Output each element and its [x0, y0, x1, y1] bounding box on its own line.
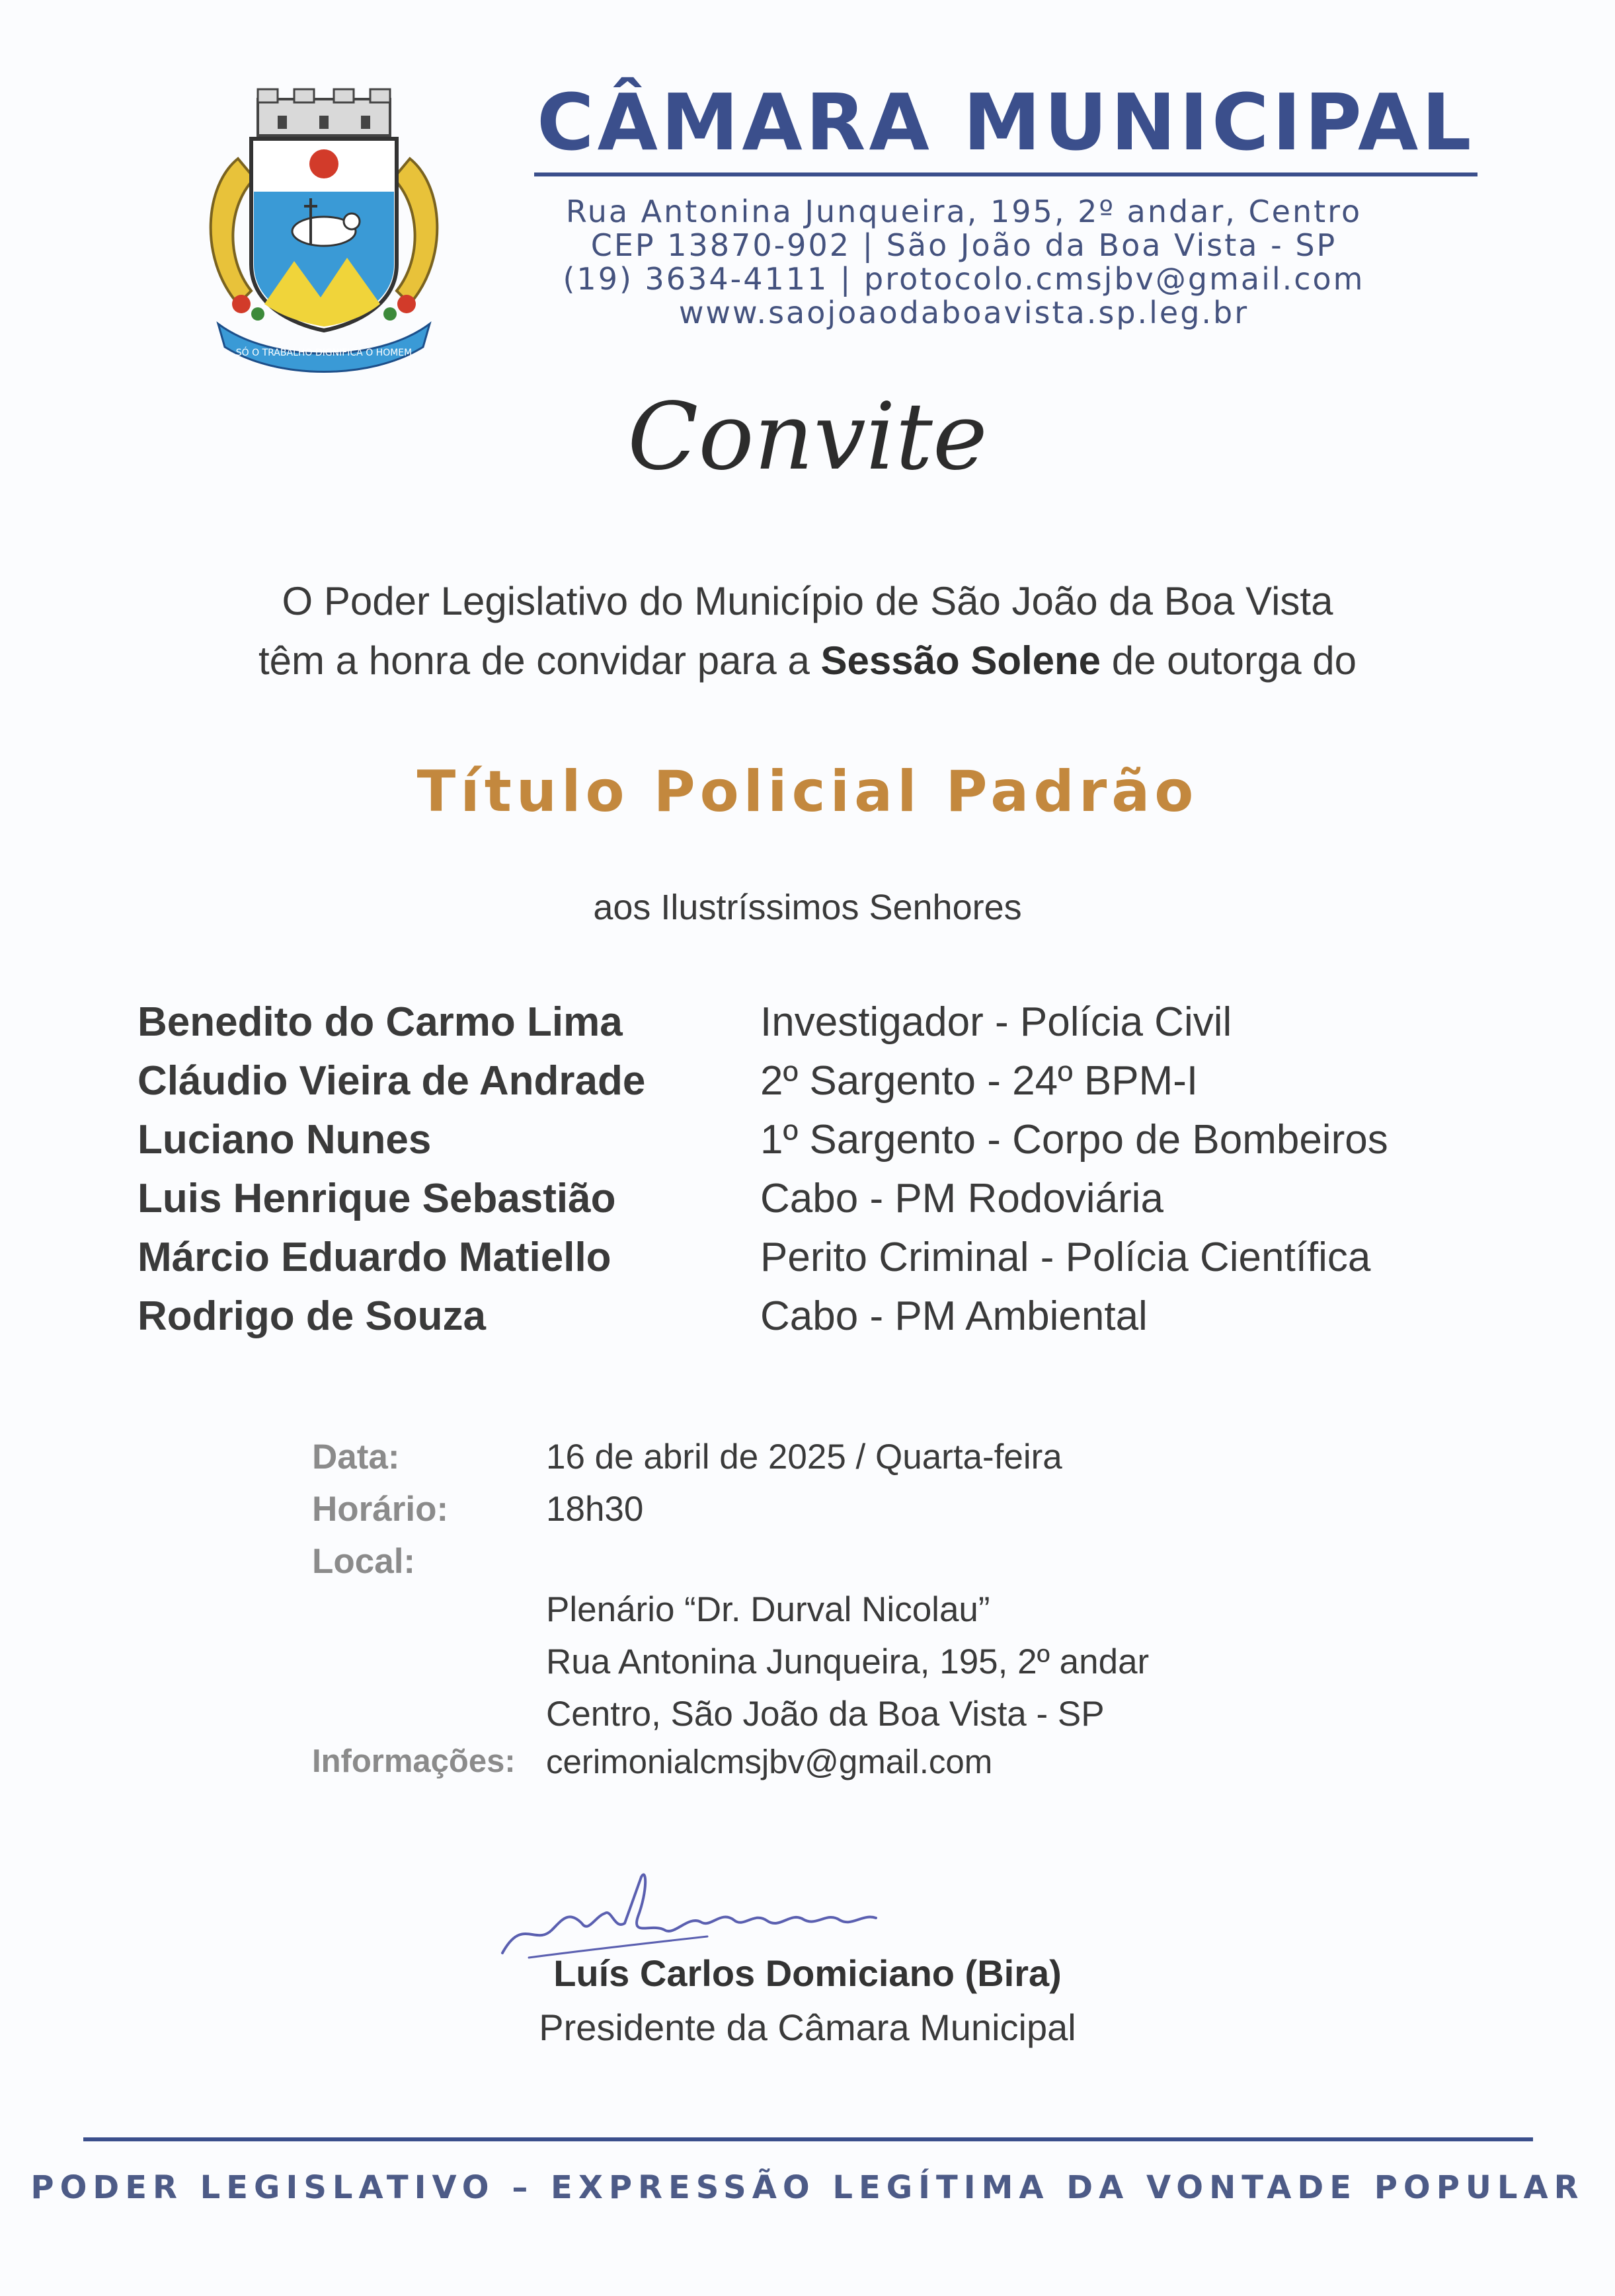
place-row — [312, 1535, 1062, 1588]
honoree-row — [138, 1287, 1526, 1346]
info-row — [312, 1735, 992, 1788]
date-row — [312, 1431, 1062, 1483]
address-line-phone-email: (19) 3634-4111 | protocolo.cmsjbv@gmail.com — [563, 261, 1365, 297]
time-row — [312, 1483, 1062, 1535]
honoree-role: Investigador - Polícia Civil — [760, 999, 1232, 1045]
honoree-name: Luciano Nunes — [138, 1117, 432, 1163]
intro-line-2-prefix: têm a honra de convidar para a — [258, 638, 810, 683]
place-line-city: Centro, São João da Boa Vista - SP — [546, 1695, 1105, 1734]
time-label: Horário: — [312, 1490, 449, 1529]
place-label: Local: — [312, 1542, 416, 1581]
honoree-name: Márcio Eduardo Matiello — [138, 1235, 611, 1280]
honoree-row — [138, 1169, 1526, 1228]
invitation-intro — [0, 572, 1615, 691]
org-title: CÂMARA MUNICIPAL — [534, 76, 1477, 176]
time-value: 18h30 — [546, 1490, 644, 1529]
honoree-row — [138, 1110, 1526, 1169]
honoree-role: 1º Sargento - Corpo de Bombeiros — [760, 1117, 1388, 1163]
place-value — [546, 1584, 1149, 1740]
date-label: Data: — [312, 1437, 400, 1476]
honor-title: Título Policial Padrão — [416, 759, 1199, 825]
invitation-heading: Convite — [627, 383, 988, 491]
footer-motto: PODER LEGISLATIVO – EXPRESSÃO LEGÍTIMA DA VONTADE POPULAR — [30, 2169, 1585, 2206]
honorees-list — [138, 993, 1526, 1346]
coat-of-arms-logo — [178, 86, 469, 377]
address-line-website: www.saojoaodaboavista.sp.leg.br — [678, 295, 1249, 330]
honoree-role: Cabo - PM Rodoviária — [760, 1176, 1163, 1221]
footer-divider — [83, 2137, 1533, 2141]
info-label: Informações: — [312, 1743, 516, 1779]
intro-line-2-session: Sessão Solene — [820, 638, 1101, 683]
honoree-name: Luis Henrique Sebastião — [138, 1176, 616, 1221]
intro-line-2 — [0, 631, 1615, 691]
address-line-cep: CEP 13870-902 | São João da Boa Vista - SP — [590, 227, 1337, 263]
info-email: cerimonialcmsjbv@gmail.com — [546, 1742, 993, 1780]
honoree-name: Benedito do Carmo Lima — [138, 999, 623, 1045]
honoree-role: Cabo - PM Ambiental — [760, 1293, 1148, 1339]
honoree-row — [138, 1052, 1526, 1110]
honoree-row — [138, 1228, 1526, 1287]
signer-title: Presidente da Câmara Municipal — [539, 2007, 1076, 2048]
honoree-role: Perito Criminal - Polícia Científica — [760, 1235, 1371, 1280]
honoree-name: Rodrigo de Souza — [138, 1293, 486, 1339]
place-line-venue: Plenário “Dr. Durval Nicolau” — [546, 1590, 990, 1629]
intro-line-2-suffix: de outorga do — [1111, 638, 1357, 683]
place-line-street: Rua Antonina Junqueira, 195, 2º andar — [546, 1642, 1150, 1681]
addressees-line: aos Ilustríssimos Senhores — [593, 888, 1022, 927]
honoree-row — [138, 993, 1526, 1052]
honoree-name: Cláudio Vieira de Andrade — [138, 1058, 646, 1104]
address-line-street: Rua Antonina Junqueira, 195, 2º andar, Centro — [565, 194, 1362, 229]
event-details — [312, 1431, 1062, 1588]
header-address — [534, 195, 1394, 330]
coat-motto-text: SÓ O TRABALHO DIGNIFICA O HOMEM — [235, 348, 413, 358]
signer-name: Luís Carlos Domiciano (Bira) — [553, 1952, 1062, 1994]
intro-line-1: O Poder Legislativo do Município de São João da Boa Vista — [282, 579, 1333, 623]
honoree-role: 2º Sargento - 24º BPM-I — [760, 1058, 1199, 1104]
date-value: 16 de abril de 2025 / Quarta-feira — [546, 1437, 1062, 1476]
